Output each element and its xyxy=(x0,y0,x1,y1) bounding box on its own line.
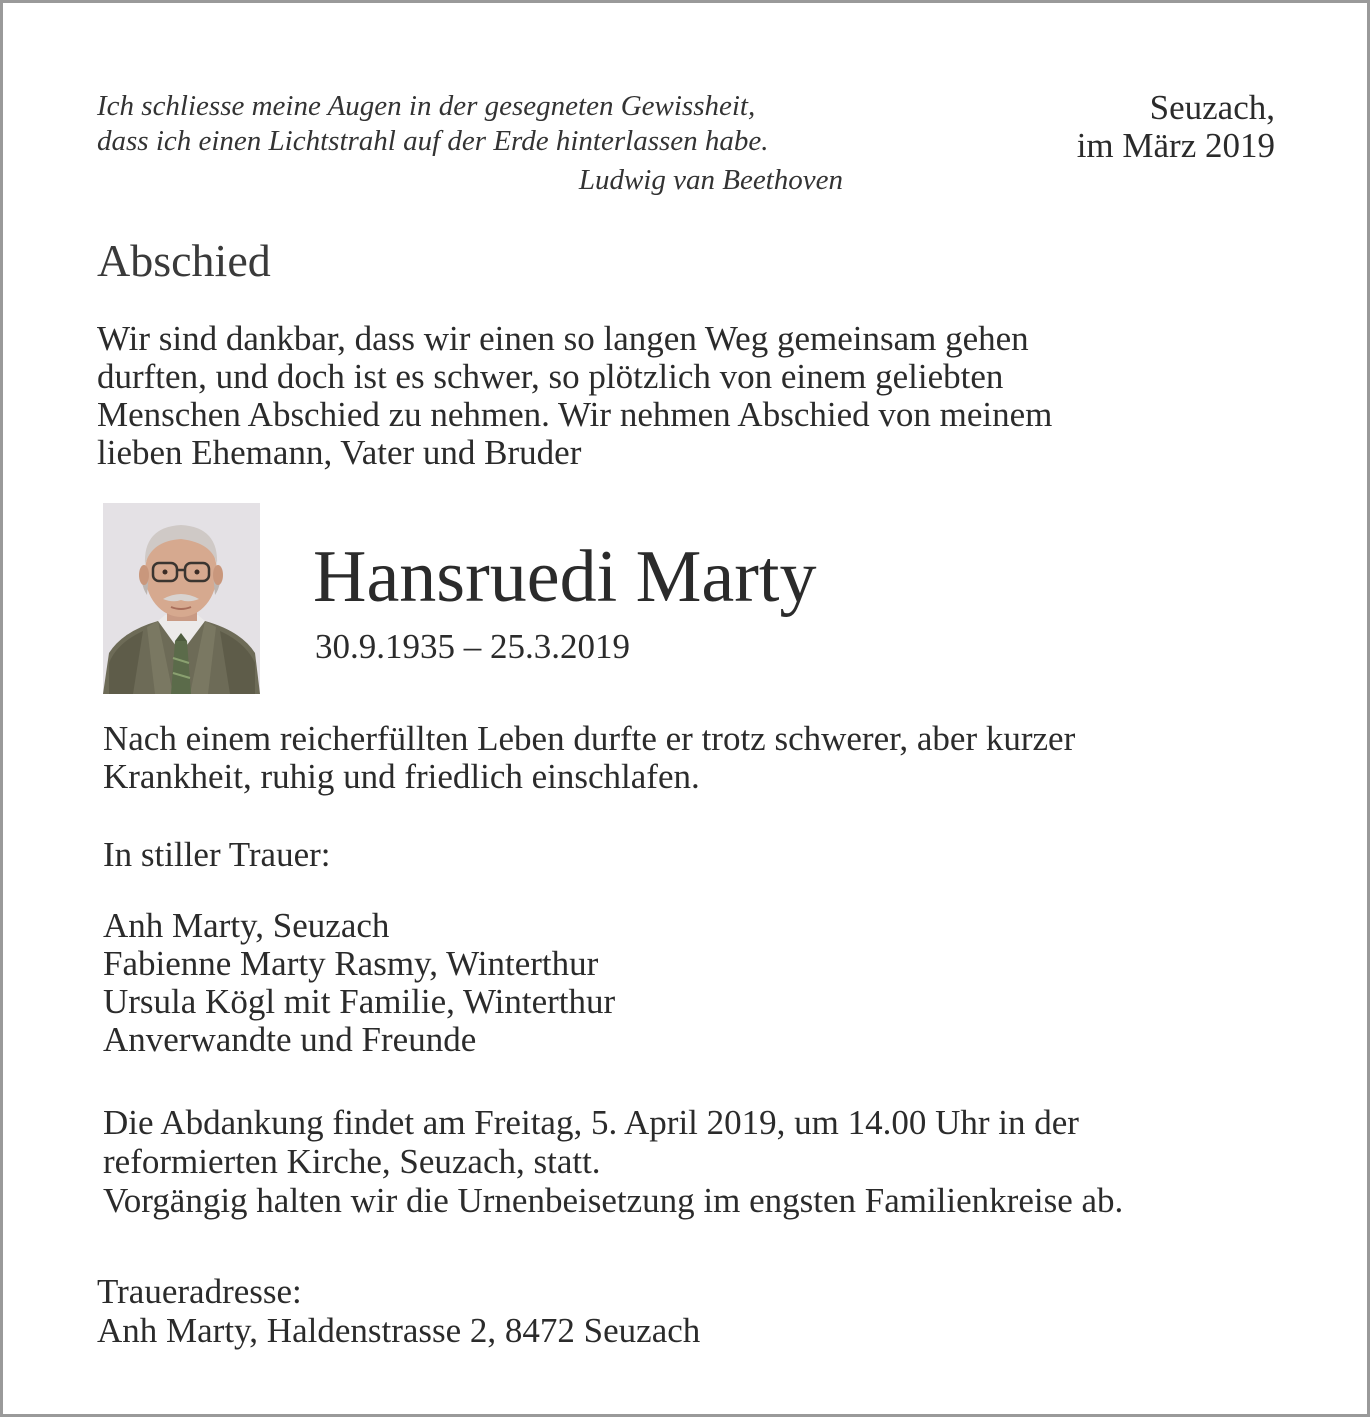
portrait-photo xyxy=(103,503,260,694)
mourner-item: Ursula Kögl mit Familie, Winterthur xyxy=(103,982,616,1021)
epigraph-quote xyxy=(97,89,877,159)
portrait-illustration xyxy=(103,503,260,694)
mourning-address xyxy=(97,1272,997,1350)
address-label: Traueradresse: xyxy=(97,1272,302,1311)
body-line: Nach einem reicherfüllten Leben durfte er trotz schwerer, aber kurzer xyxy=(103,719,1076,758)
service-line: Vorgängig halten wir die Urnenbeisetzung im engsten Familienkreise ab. xyxy=(103,1181,1124,1220)
address-line: Anh Marty, Haldenstrasse 2, 8472 Seuzach xyxy=(97,1311,701,1350)
mourners-label: In stiller Trauer: xyxy=(103,835,331,874)
service-line: reformierten Kirche, Seuzach, statt. xyxy=(103,1142,601,1181)
deceased-name: Hansruedi Marty xyxy=(313,536,817,618)
quote-line: dass ich einen Lichtstrahl auf der Erde hinterlassen habe. xyxy=(97,125,769,157)
intro-line: durften, und doch ist es schwer, so plötzlich von einem geliebten xyxy=(97,357,1004,396)
place-date xyxy=(983,89,1275,165)
service-line: Die Abdankung findet am Freitag, 5. April 2019, um 14.00 Uhr in der xyxy=(103,1103,1079,1142)
mourner-item: Anh Marty, Seuzach xyxy=(103,906,390,945)
intro-line: Wir sind dankbar, dass wir einen so langen Weg gemeinsam gehen xyxy=(97,319,1029,358)
place-line: Seuzach, xyxy=(1149,88,1275,127)
mourner-item: Fabienne Marty Rasmy, Winterthur xyxy=(103,944,599,983)
date-line: im März 2019 xyxy=(1076,126,1275,165)
mourner-item: Anverwandte und Freunde xyxy=(103,1020,477,1059)
quote-line: Ich schliesse meine Augen in der gesegneten Gewissheit, xyxy=(97,90,756,122)
body-paragraph xyxy=(103,720,1303,796)
intro-line: Menschen Abschied zu nehmen. Wir nehmen Abschied von meinem xyxy=(97,395,1053,434)
notice-heading: Abschied xyxy=(97,235,271,286)
service-details xyxy=(103,1103,1343,1220)
intro-paragraph xyxy=(97,320,1277,472)
life-dates: 30.9.1935 – 25.3.2019 xyxy=(315,627,630,666)
body-line: Krankheit, ruhig und friedlich einschlafen. xyxy=(103,757,700,796)
quote-author: Ludwig van Beethoven xyxy=(578,164,843,196)
mourners-list xyxy=(103,907,1003,1059)
intro-line: lieben Ehemann, Vater und Bruder xyxy=(97,433,582,472)
